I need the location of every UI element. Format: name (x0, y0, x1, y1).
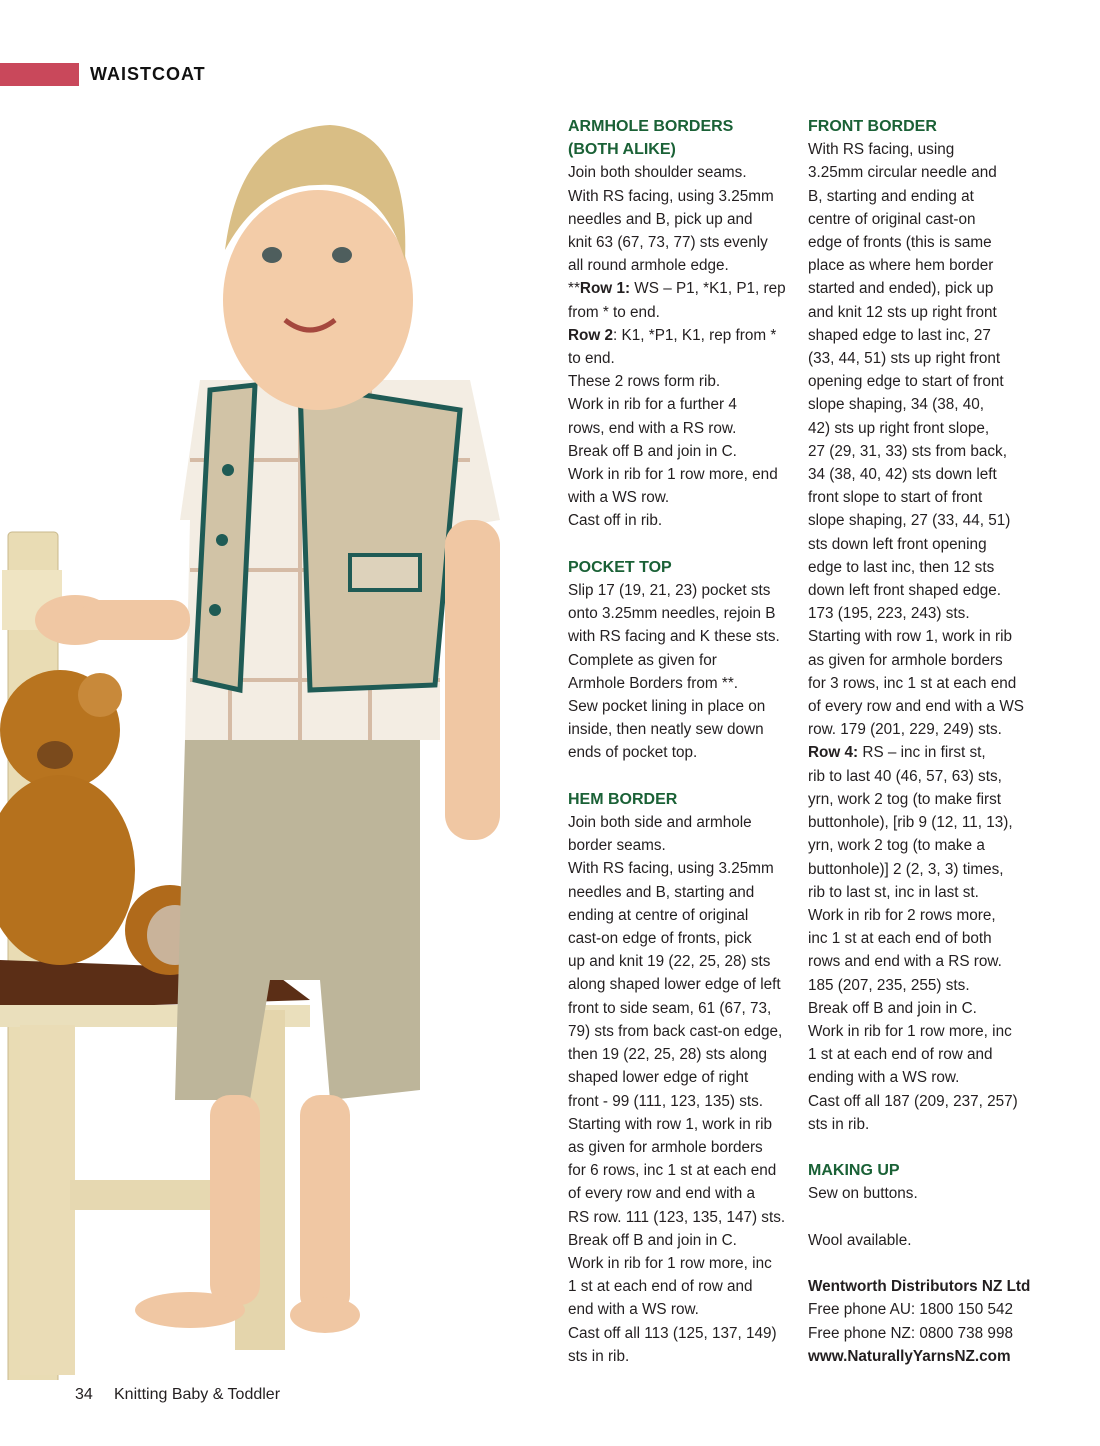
making-up-heading: MAKING UP (808, 1162, 900, 1180)
text-line: cast-on edge of fronts, pick (568, 930, 752, 948)
text-line: Cast off all 187 (209, 237, 257) (808, 1092, 1018, 1110)
text-line: Join both side and armhole (568, 814, 752, 832)
text-line: then 19 (22, 25, 28) sts along (568, 1046, 767, 1064)
text-line: slope shaping, 27 (33, 44, 51) (808, 512, 1011, 530)
text-line: 42) sts up right front slope, (808, 419, 990, 437)
text-line: knit 63 (67, 73, 77) sts evenly (568, 234, 768, 252)
text-line: With RS facing, using 3.25mm (568, 187, 774, 205)
phone-au: Free phone AU: 1800 150 542 (808, 1301, 1013, 1319)
text-line: onto 3.25mm needles, rejoin B (568, 605, 776, 623)
text-line: Work in rib for a further 4 (568, 396, 737, 414)
text-line: to end. (568, 350, 615, 368)
row2-text: : K1, *P1, K1, rep from * (613, 326, 777, 344)
text-line: for 6 rows, inc 1 st at each end (568, 1162, 777, 1180)
text-line: centre of original cast-on (808, 210, 976, 228)
text-line: front - 99 (111, 123, 135) sts. (568, 1092, 763, 1110)
text-line: Cast off all 113 (125, 137, 149) (568, 1324, 777, 1342)
text-line: shaped edge to last inc, 27 (808, 326, 991, 344)
text-line: 173 (195, 223, 243) sts. (808, 605, 970, 623)
text-line: from * to end. (568, 303, 660, 321)
row1-text: WS – P1, *K1, P1, rep (630, 280, 786, 298)
text-line: Work in rib for 2 rows more, (808, 906, 996, 924)
instructions-column-1 (568, 115, 800, 1368)
row4-text: RS – inc in first st, (858, 744, 986, 762)
text-line: Wool available. (808, 1231, 912, 1249)
text-line: 34 (38, 40, 42) sts down left (808, 466, 997, 484)
text-line: Starting with row 1, work in rib (568, 1115, 773, 1133)
text-line: Break off B and join in C. (568, 442, 737, 460)
text-line: front slope to start of front (808, 489, 983, 507)
website-link[interactable]: www.NaturallyYarnsNZ.com (808, 1347, 1011, 1365)
text-line: opening edge to start of front (808, 373, 1004, 391)
text-line: Work in rib for 1 row more, inc (568, 1254, 772, 1272)
text-line: with a WS row. (568, 489, 670, 507)
page-number: 34 (75, 1386, 93, 1403)
front-border-heading: FRONT BORDER (808, 118, 937, 135)
row2-label: Row 2 (568, 326, 614, 344)
row1-line (568, 277, 800, 300)
text-line: sts in rib. (808, 1115, 870, 1133)
text-line: rib to last st, inc in last st. (808, 883, 979, 901)
text-line: needles and B, starting and (568, 883, 755, 901)
text-line: started and ended), pick up (808, 280, 994, 298)
text-line: Complete as given for (568, 651, 717, 669)
text-line: end with a WS row. (568, 1301, 699, 1319)
text-line: Sew pocket lining in place on (568, 698, 766, 716)
text-line: slope shaping, 34 (38, 40, (808, 396, 985, 414)
section-accent-bar (0, 63, 79, 86)
text-line: B, starting and ending at (808, 187, 974, 205)
text-line: along shaped lower edge of left (568, 976, 781, 994)
text-line: edge of fronts (this is same (808, 234, 992, 252)
text-line: ends of pocket top. (568, 744, 698, 762)
row2-line (568, 324, 800, 347)
text-line: Sew on buttons. (808, 1185, 918, 1203)
text-line: yrn, work 2 tog (to make first (808, 790, 1001, 808)
text-line: (33, 44, 51) sts up right front (808, 350, 1001, 368)
text-line: yrn, work 2 tog (to make a (808, 837, 985, 855)
text-line: with RS facing and K these sts. (568, 628, 780, 646)
text-line: With RS facing, using (808, 141, 955, 159)
text-line: 1 st at each end of row and (568, 1278, 753, 1296)
text-line: as given for armhole borders (808, 651, 1003, 669)
text-line: edge to last inc, then 12 sts (808, 558, 995, 576)
text-line: of every row and end with a (568, 1185, 756, 1203)
text-line: front to side seam, 61 (67, 73, (568, 999, 772, 1017)
text-line: row. 179 (201, 229, 249) sts. (808, 721, 1002, 739)
text-line: Join both shoulder seams. (568, 164, 747, 182)
row1-prefix: ** (568, 280, 580, 298)
instructions-column-2 (808, 115, 1048, 1368)
phone-nz: Free phone NZ: 0800 738 998 (808, 1324, 1013, 1342)
text-line: ending with a WS row. (808, 1069, 960, 1087)
text-line: place as where hem border (808, 257, 994, 275)
text-line: These 2 rows form rib. (568, 373, 721, 391)
text-line: needles and B, pick up and (568, 210, 753, 228)
pocket-top-heading: POCKET TOP (568, 558, 672, 576)
text-line: rows and end with a RS row. (808, 953, 1002, 971)
text-line: ending at centre of original (568, 906, 749, 924)
text-line: Work in rib for 1 row more, inc (808, 1022, 1012, 1040)
text-line: 79) sts from back cast-on edge, (568, 1022, 783, 1040)
text-line: 185 (207, 235, 255) sts. (808, 976, 970, 994)
text-line: buttonhole), [rib 9 (12, 11, 13), (808, 814, 1013, 832)
armhole-borders-heading: ARMHOLE BORDERS (568, 118, 734, 135)
text-line: Armhole Borders from **. (568, 674, 739, 692)
text-line: as given for armhole borders (568, 1138, 763, 1156)
text-line: Slip 17 (19, 21, 23) pocket sts (568, 582, 771, 600)
text-line: 27 (29, 31, 33) sts from back, (808, 442, 1007, 460)
text-line: With RS facing, using 3.25mm (568, 860, 774, 878)
section-title: WAISTCOAT (90, 64, 206, 84)
toddler-photo (0, 100, 555, 1380)
text-line: down left front shaped edge. (808, 582, 1002, 600)
text-line: Cast off in rib. (568, 512, 663, 530)
text-line: Break off B and join in C. (808, 999, 977, 1017)
armhole-borders-subheading: (BOTH ALIKE) (568, 141, 676, 159)
text-line: sts down left front opening (808, 535, 987, 553)
text-line: inc 1 st at each end of both (808, 930, 992, 948)
text-line: and knit 12 sts up right front (808, 303, 997, 321)
hem-border-heading: HEM BORDER (568, 790, 678, 808)
text-line: rib to last 40 (46, 57, 63) sts, (808, 767, 1002, 785)
text-line: 1 st at each end of row and (808, 1046, 993, 1064)
text-line: rows, end with a RS row. (568, 419, 737, 437)
text-line: border seams. (568, 837, 666, 855)
row4-label: Row 4: (808, 744, 859, 762)
text-line: for 3 rows, inc 1 st at each end (808, 674, 1017, 692)
text-line: Starting with row 1, work in rib (808, 628, 1013, 646)
publication-name: Knitting Baby & Toddler (114, 1386, 281, 1403)
text-line: up and knit 19 (22, 25, 28) sts (568, 953, 771, 971)
row1-label: Row 1: (579, 280, 631, 298)
text-line: Break off B and join in C. (568, 1231, 737, 1249)
text-line: sts in rib. (568, 1347, 630, 1365)
text-line: inside, then neatly sew down (568, 721, 764, 739)
text-line: Work in rib for 1 row more, end (568, 466, 778, 484)
distributor-name: Wentworth Distributors NZ Ltd (808, 1278, 1031, 1296)
text-line: 3.25mm circular needle and (808, 164, 997, 182)
text-line: of every row and end with a WS (808, 698, 1024, 716)
text-line: buttonhole)] 2 (2, 3, 3) times, (808, 860, 1004, 878)
text-line: all round armhole edge. (568, 257, 729, 275)
text-line: shaped lower edge of right (568, 1069, 749, 1087)
text-line: RS row. 111 (123, 135, 147) sts. (568, 1208, 786, 1226)
row4-line (808, 741, 1048, 764)
